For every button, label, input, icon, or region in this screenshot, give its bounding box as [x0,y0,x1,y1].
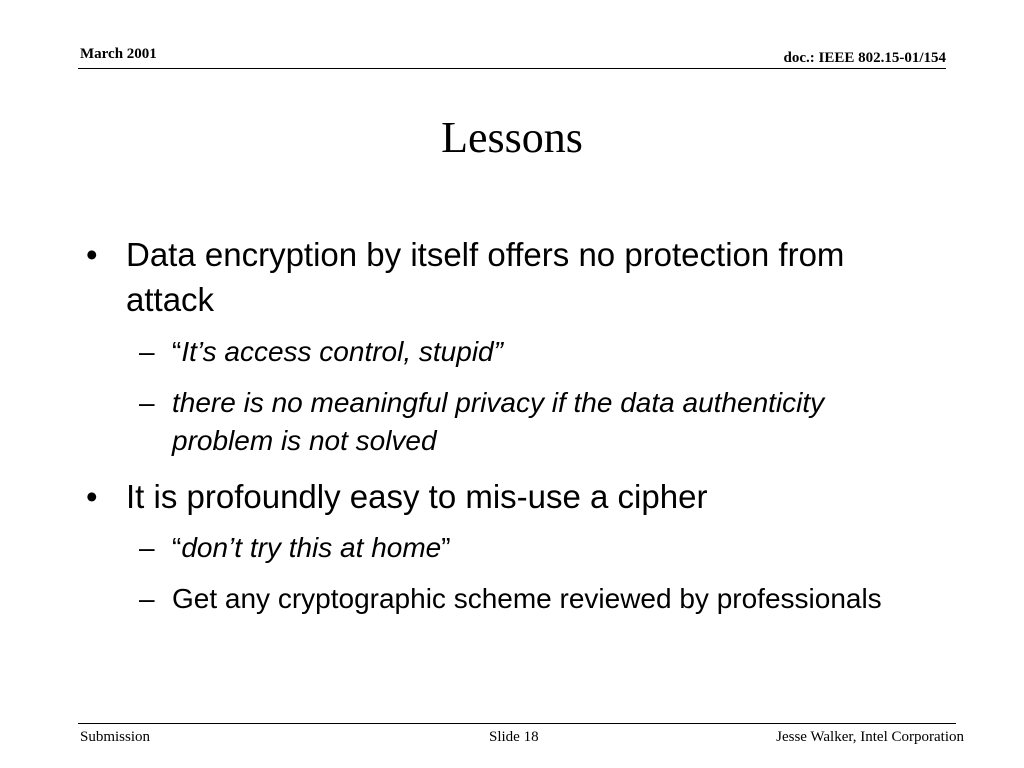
sub-bullet-italic-text: there is no meaningful privacy if the data authenticity problem is not solved [172,387,825,456]
sub-bullet-close-quote: ” [441,532,451,563]
sub-bullet-text: Get any cryptographic scheme reviewed by professionals [172,583,882,614]
footer-author: Jesse Walker, Intel Corporation [776,729,964,745]
sub-bullet-item [139,529,912,567]
sub-bullet-item [139,333,912,371]
bullet-marker: • [86,478,98,515]
dash-marker: – [139,336,155,367]
footer-submission: Submission [80,729,151,745]
sub-bullet-open-quote: “ [172,336,182,367]
sub-bullet-open-quote: “ [172,532,182,563]
header-rule [78,68,946,69]
dash-marker: – [139,583,155,614]
bullet-marker: • [86,236,98,273]
sub-bullet-italic-text: don’t try this at home [181,532,442,563]
sub-bullet-item [139,384,912,460]
bullet-item-2 [86,474,926,519]
footer-slide-number: Slide 18 [489,729,539,745]
sub-bullet-item [139,580,912,618]
slide-title: Lessons [441,113,583,162]
bullet-item-1 [86,232,926,322]
bullet-text: It is profoundly easy to mis-use a cipher [126,478,708,515]
header-doc-ref: doc.: IEEE 802.15-01/154 [783,50,946,66]
footer-rule [78,723,956,724]
bullet-text: Data encryption by itself offers no protection from attack [126,236,845,318]
dash-marker: – [139,387,155,418]
sub-bullet-italic-text: It’s access control, stupid” [181,336,503,367]
dash-marker: – [139,532,155,563]
header-date: March 2001 [80,46,157,62]
